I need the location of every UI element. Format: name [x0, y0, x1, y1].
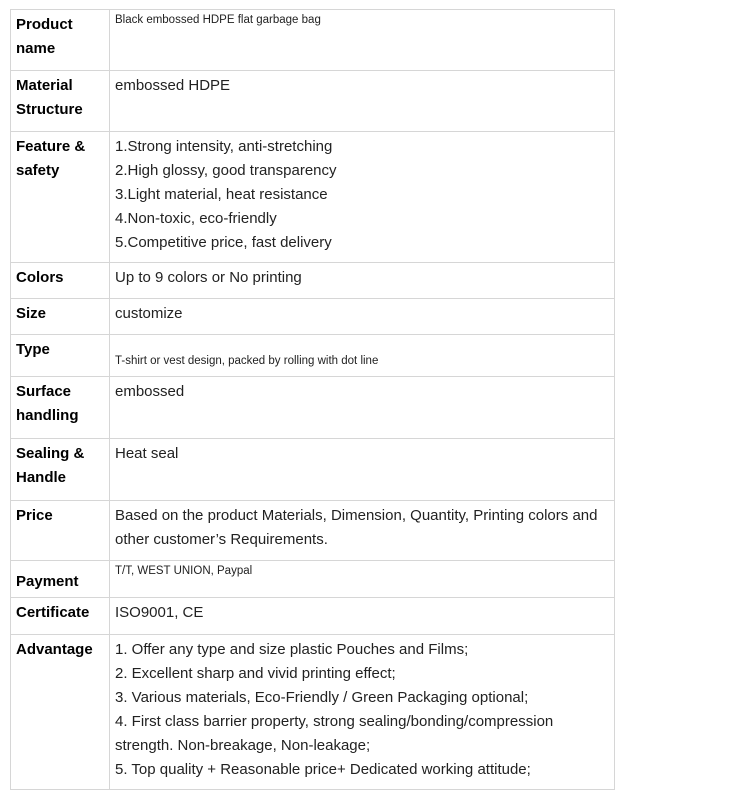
- table-row-colors: [11, 263, 615, 299]
- row-label: Colors: [11, 263, 110, 299]
- product-spec-table: [10, 9, 615, 790]
- row-value: embossed HDPE: [110, 71, 615, 132]
- list-item: 3.Light material, heat resistance: [115, 186, 328, 203]
- list-item: 2.High glossy, good transparency: [115, 162, 337, 179]
- table-row-product-name: [11, 10, 615, 71]
- row-label: Sealing & Handle: [11, 439, 110, 501]
- list-item: 4. First class barrier property, strong sealing/bonding/compression strength. Non-breakage, Non-leakage;: [115, 713, 554, 754]
- row-value-list: [110, 635, 615, 790]
- list-item: 5.Competitive price, fast delivery: [115, 234, 332, 251]
- row-label: Material Structure: [11, 71, 110, 132]
- row-label: Size: [11, 299, 110, 335]
- row-label: Certificate: [11, 598, 110, 635]
- table-row-surface-handling: [11, 377, 615, 439]
- table-row-type: [11, 335, 615, 377]
- table-row-size: [11, 299, 615, 335]
- row-value: embossed: [110, 377, 615, 439]
- row-value: Based on the product Materials, Dimension, Quantity, Printing colors and other customer’s Requirements.: [110, 501, 615, 561]
- list-item: 3. Various materials, Eco-Friendly / Green Packaging optional;: [115, 689, 529, 706]
- table-row-certificate: [11, 598, 615, 635]
- row-value: [110, 335, 615, 377]
- list-item: 1. Offer any type and size plastic Pouches and Films;: [115, 641, 469, 658]
- row-label: Advantage: [11, 635, 110, 790]
- table-row-feature-safety: [11, 132, 615, 263]
- row-value-list: [110, 132, 615, 263]
- list-item: 1.Strong intensity, anti-stretching: [115, 138, 333, 155]
- list-item: 4.Non-toxic, eco-friendly: [115, 210, 277, 227]
- table-row-price: [11, 501, 615, 561]
- row-value: Black embossed HDPE flat garbage bag: [110, 10, 615, 71]
- table-row-payment: [11, 561, 615, 598]
- row-value: customize: [110, 299, 615, 335]
- list-item: 5. Top quality + Reasonable price+ Dedicated working attitude;: [115, 761, 531, 778]
- row-label: Price: [11, 501, 110, 561]
- row-label: Type: [11, 335, 110, 377]
- row-value: T/T, WEST UNION, Paypal: [110, 561, 615, 598]
- row-value: Heat seal: [110, 439, 615, 501]
- list-item: 2. Excellent sharp and vivid printing effect;: [115, 665, 396, 682]
- row-label: Feature & safety: [11, 132, 110, 263]
- table-row-material-structure: [11, 71, 615, 132]
- table-row-sealing-handle: [11, 439, 615, 501]
- row-value: ISO9001, CE: [110, 598, 615, 635]
- row-label: Payment: [11, 561, 110, 598]
- row-label: Product name: [11, 10, 110, 71]
- row-label: Surface handling: [11, 377, 110, 439]
- table-row-advantage: [11, 635, 615, 790]
- row-value: Up to 9 colors or No printing: [110, 263, 615, 299]
- row-value-text: T-shirt or vest design, packed by rolling with dot line: [115, 355, 379, 367]
